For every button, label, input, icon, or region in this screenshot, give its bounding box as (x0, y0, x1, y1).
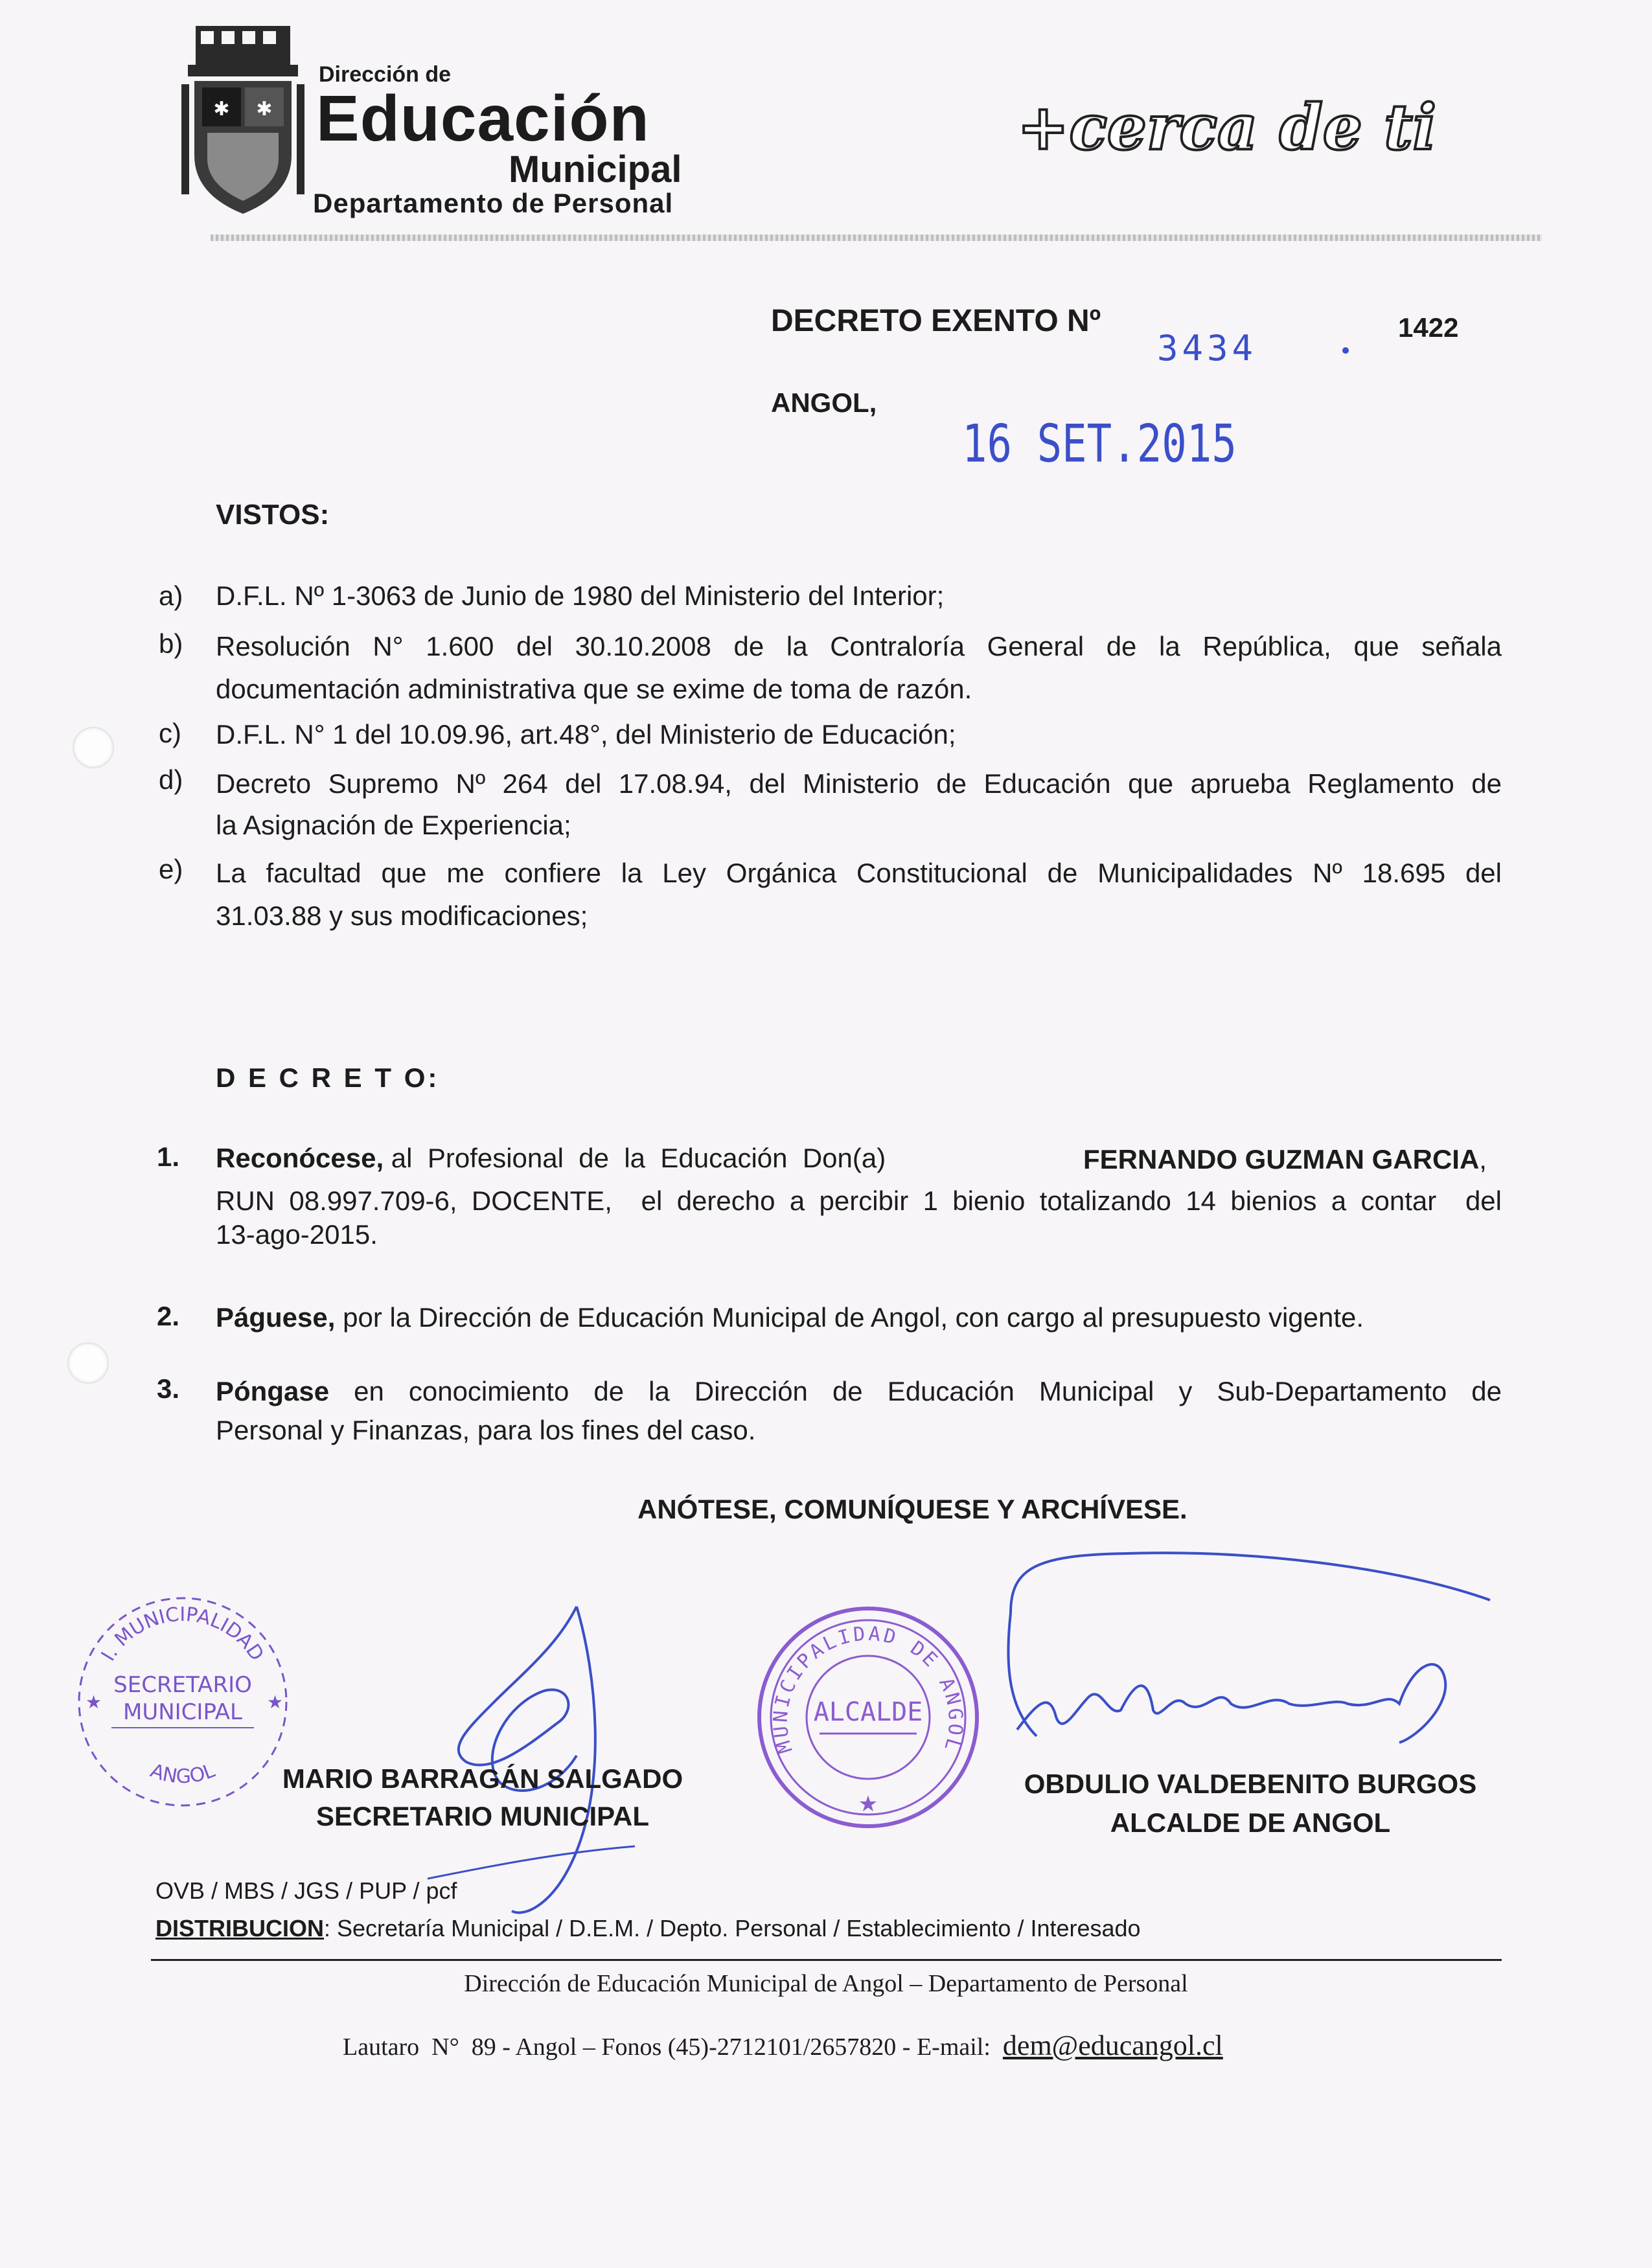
decreto-item-3-line2: Personal y Finanzas, para los fines del caso. (216, 1415, 756, 1445)
decreto-heading: D E C R E T O: (216, 1062, 440, 1093)
vistos-item-d-line1: Decreto Supremo Nº 264 del 17.08.94, del Ministerio de Educación que aprueba Reglamento de (216, 768, 1502, 799)
svg-text:I. MUNICIPALIDAD (97, 1603, 268, 1666)
vistos-letter: e) (159, 854, 183, 884)
decree-stamped-number: 3434 (1157, 328, 1257, 369)
footer-line2: Lautaro N° 89 - Angol – Fonos (45)-2712101/2657820 - E-mail: (343, 2033, 991, 2061)
header-departamento: Departamento de Personal (313, 188, 674, 218)
svg-text:✱: ✱ (256, 98, 273, 120)
decreto-item-3-line1 (216, 1376, 1502, 1407)
vistos-heading: VISTOS: (216, 499, 330, 531)
header-municipal: Municipal (509, 148, 682, 190)
coat-of-arms-icon (181, 26, 304, 220)
vistos-letter: a) (159, 580, 183, 611)
vistos-item-d-line2: la Asignación de Experiencia; (216, 810, 571, 840)
vistos-item-a: D.F.L. Nº 1-3063 de Junio de 1980 del Ministerio del Interior; (216, 580, 945, 611)
header-divider (211, 235, 1542, 241)
footer-email[interactable]: dem@educangol.cl (1002, 2030, 1223, 2061)
svg-text:✱: ✱ (213, 98, 230, 120)
decreto-item-2-verb: Páguese, (216, 1302, 336, 1333)
decreto-item-3-verb: Póngase (216, 1376, 330, 1406)
decree-place: ANGOL, (771, 387, 877, 418)
initials: OVB / MBS / JGS / PUP / pcf (155, 1877, 457, 1904)
decreto-item-1-name-wrap (1083, 1144, 1487, 1175)
vistos-item-c: D.F.L. N° 1 del 10.09.96, art.48°, del Ministerio de Educación; (216, 719, 956, 750)
vistos-item-b-line2: documentación administrativa que se exime de toma de razón. (216, 674, 972, 704)
header-direccion-de: Dirección de (319, 62, 452, 87)
alcalde-stamp (755, 1604, 981, 1831)
footer-divider (151, 1959, 1502, 1961)
name-comma: , (1479, 1144, 1487, 1174)
stamp-alcalde-ring: MUNICIPALIDAD DE ANGOL (769, 1622, 967, 1756)
svg-text:ANGOL (147, 1759, 218, 1788)
svg-text:★: ★ (86, 1692, 102, 1712)
teacher-name: FERNANDO GUZMAN GARCIA (1083, 1144, 1480, 1174)
decreto-item-1-text: al Profesional de la Educación Don(a) (384, 1143, 886, 1173)
vistos-item-e-line1: La facultad que me confiere la Ley Orgánica Constitucional de Municipalidades Nº 18.695 del (216, 858, 1502, 888)
distribution-text: : Secretaría Municipal / D.E.M. / Depto. Personal / Establecimiento / Interesado (324, 1915, 1141, 1942)
secretario-title: SECRETARIO MUNICIPAL (315, 1801, 650, 1831)
stamp-secretario-top: I. MUNICIPALIDAD (97, 1603, 268, 1666)
decreto-item-number: 1. (157, 1141, 180, 1172)
svg-text:★: ★ (267, 1692, 284, 1712)
slogan-logo: +cerca de ti (1017, 91, 1437, 164)
stamp-secretario-mid2: MUNICIPAL (123, 1699, 242, 1725)
decreto-item-number: 2. (157, 1301, 180, 1331)
vistos-letter: b) (159, 628, 183, 659)
stamp-alcalde-center: ALCALDE (813, 1697, 923, 1727)
alcalde-title: ALCALDE DE ANGOL (1110, 1807, 1391, 1838)
vistos-item-e-line2: 31.03.88 y sus modificaciones; (216, 900, 588, 931)
alcalde-name: OBDULIO VALDEBENITO BURGOS (1024, 1769, 1477, 1799)
footer-line1: Dirección de Educación Municipal de Angol – Departamento de Personal (464, 1970, 1188, 1997)
decree-title: DECRETO EXENTO Nº (771, 304, 1101, 338)
secretario-stamp (73, 1588, 293, 1815)
decreto-item-3-text: en conocimiento de la Dirección de Educación Municipal y Sub-Departamento de (329, 1376, 1502, 1406)
closing-formula: ANÓTESE, COMUNÍQUESE Y ARCHÍVESE. (637, 1494, 1187, 1524)
secretario-name: MARIO BARRAGÁN SALGADO (282, 1763, 683, 1794)
distribution (155, 1915, 1141, 1942)
header-educacion: Educación (316, 82, 650, 155)
svg-text:★: ★ (858, 1792, 878, 1816)
decree-stamped-date: 16 SET.2015 (962, 415, 1237, 475)
decreto-item-2-text: por la Dirección de Educación Municipal de Angol, con cargo al presupuesto vigente. (335, 1302, 1364, 1333)
vistos-letter: d) (159, 764, 183, 795)
decreto-item-1-verb: Reconócese, (216, 1143, 384, 1173)
punch-hole-bottom (67, 1342, 109, 1384)
stamp-secretario-mid1: SECRETARIO (113, 1672, 252, 1698)
decreto-item-1-line2: RUN 08.997.709-6, DOCENTE, el derecho a percibir 1 bienio totalizando 14 bienios a contar del (216, 1186, 1502, 1216)
decree-ref-number: 1422 (1398, 312, 1459, 343)
alcalde-signature (998, 1542, 1516, 1775)
stamp-dot (1342, 347, 1349, 354)
punch-hole-top (73, 727, 114, 768)
distribution-label: DISTRIBUCION (155, 1915, 324, 1942)
vistos-letter: c) (159, 718, 181, 748)
stamp-secretario-bottom: ANGOL (147, 1759, 218, 1789)
vistos-item-b-line1: Resolución N° 1.600 del 30.10.2008 de la Contraloría General de la República, que señala (216, 631, 1502, 661)
footer-line2-wrap (330, 2000, 1223, 2062)
decreto-item-2 (216, 1302, 1364, 1333)
decreto-item-1-line3: 13-ago-2015. (216, 1219, 378, 1250)
svg-text:MUNICIPALIDAD DE ANGOL (770, 1623, 967, 1756)
decreto-item-number: 3. (157, 1373, 180, 1404)
